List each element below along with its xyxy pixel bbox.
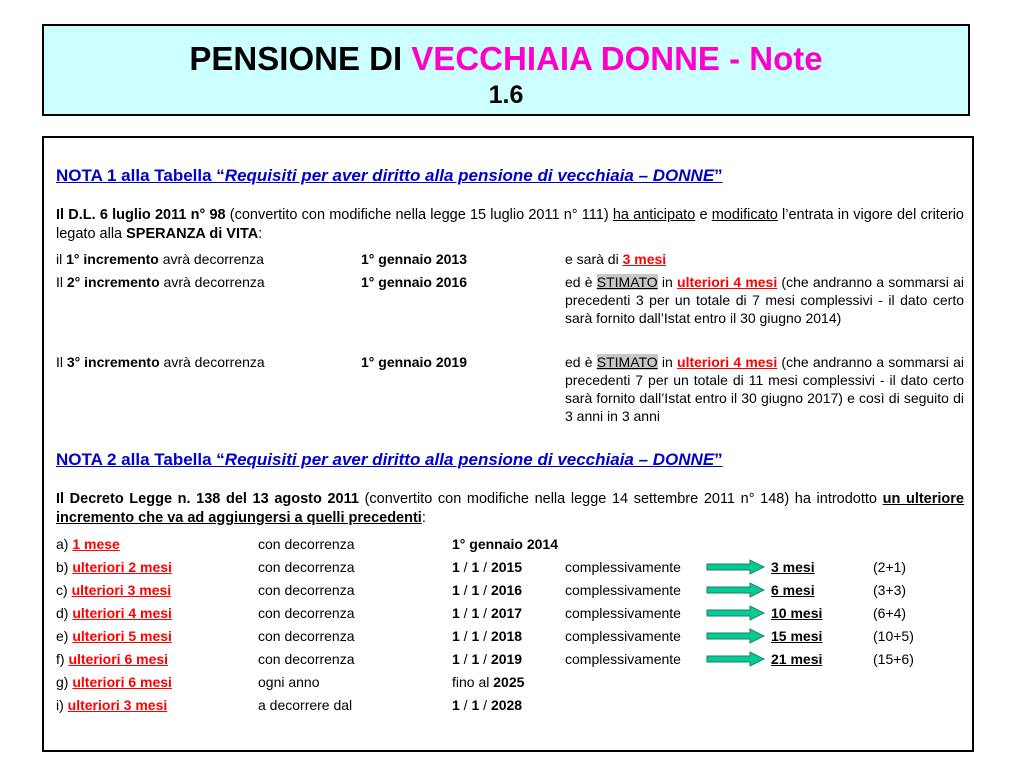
item-date — [452, 558, 522, 576]
item-amount: ulteriori 2 mesi — [72, 559, 172, 575]
desc-pre: ed è — [565, 274, 597, 290]
increment-item — [56, 604, 172, 622]
item-label: ogni anno — [258, 674, 320, 690]
item-fino-year: 2025 — [493, 674, 525, 690]
date-slash: / — [459, 651, 472, 667]
item-sum: (6+4) — [873, 605, 907, 621]
item-date — [452, 696, 522, 714]
item-date — [452, 650, 522, 668]
increment-desc — [565, 353, 964, 425]
title-accent: VECCHIAIA DONNE - Note — [411, 40, 823, 77]
increment-desc — [565, 273, 964, 327]
item-month: 1 — [471, 651, 480, 667]
increment-item — [56, 650, 168, 668]
nota1-intro-u1: ha anticipato — [612, 207, 696, 223]
date-slash: / — [459, 628, 472, 644]
desc-pre: e sarà di — [565, 251, 623, 267]
inc-name: 3° incremento — [66, 354, 160, 370]
increment-label — [56, 273, 265, 291]
item-amount: ulteriori 6 mesi — [72, 674, 172, 690]
nota1-intro-bold: Il D.L. 6 luglio 2011 n° 98 — [56, 207, 226, 223]
nota1-heading — [56, 165, 962, 187]
inc-name: 1° incremento — [66, 251, 159, 267]
item-label: con decorrenza — [258, 628, 355, 644]
item-sum: (15+6) — [873, 651, 914, 667]
nota2-intro-text1: (convertito con modifiche nella legge 14 settembre 2011 n° 148) ha introdotto — [358, 491, 883, 507]
item-amount: ulteriori 3 mesi — [71, 582, 172, 598]
nota1-heading-prefix: NOTA 1 alla Tabella — [56, 166, 217, 185]
date-slash: / — [479, 559, 491, 575]
date-slash: / — [459, 582, 472, 598]
item-date — [452, 627, 522, 645]
item-total: 6 mesi — [771, 582, 815, 598]
item-date-full: 1° gennaio 2014 — [452, 536, 558, 552]
item-label: con decorrenza — [258, 559, 355, 575]
increment-item — [56, 696, 167, 714]
item-compl: complessivamente — [565, 628, 681, 644]
nota2-heading-prefix: NOTA 2 — [56, 450, 122, 469]
date-slash: / — [479, 651, 491, 667]
increment-date: 1° gennaio 2013 — [361, 251, 467, 267]
item-sum: (10+5) — [873, 628, 914, 644]
item-label: con decorrenza — [258, 582, 355, 598]
inc-post: avrà decorrenza — [159, 274, 265, 290]
item-day: 1 — [452, 605, 460, 621]
item-month: 1 — [471, 605, 480, 621]
item-year: 2018 — [490, 628, 523, 644]
nota1-intro-text1: (convertito con modifiche nella legge 15 luglio 2011 n° 111) — [225, 207, 613, 223]
item-amount: ulteriori 3 mesi — [67, 697, 168, 713]
item-label: con decorrenza — [258, 605, 355, 621]
right-arrow-icon — [706, 559, 766, 575]
item-compl: complessivamente — [565, 651, 681, 667]
nota1-heading-italic: Requisiti per aver diritto alla pensione di vecchiaia – DONNE — [224, 166, 715, 185]
item-date — [452, 581, 522, 599]
date-slash: / — [459, 605, 472, 621]
item-year: 2017 — [490, 605, 523, 621]
title-box — [42, 24, 970, 116]
item-letter: c) — [56, 582, 72, 598]
inc-post: avrà decorrenza — [158, 251, 264, 267]
item-letter: f) — [56, 651, 69, 667]
increment-date: 1° gennaio 2016 — [361, 274, 467, 290]
item-date — [452, 535, 558, 553]
item-amount: ulteriori 4 mesi — [72, 605, 172, 621]
desc-stimato: STIMATO — [596, 274, 658, 290]
increment-date: 1° gennaio 2019 — [361, 354, 467, 370]
title-plain: PENSIONE DI — [189, 40, 412, 77]
right-arrow-icon — [706, 605, 766, 621]
page-title — [44, 40, 968, 78]
item-amount: 1 mese — [72, 536, 120, 552]
item-total: 21 mesi — [771, 651, 823, 667]
item-year: 2016 — [490, 582, 523, 598]
increment-item — [56, 581, 171, 599]
nota1-intro — [56, 206, 964, 244]
item-compl: complessivamente — [565, 559, 681, 575]
item-letter: d) — [56, 605, 73, 621]
item-day: 1 — [452, 697, 460, 713]
item-amount: ulteriori 6 mesi — [68, 651, 169, 667]
nota1-intro-u2: modificato — [711, 207, 778, 223]
increment-desc — [565, 250, 964, 268]
nota1-intro-text2: e — [695, 207, 712, 223]
item-year: 2028 — [490, 697, 523, 713]
nota1-intro-bold2: SPERANZA di VITA — [126, 226, 259, 242]
item-date — [452, 673, 524, 691]
item-month: 1 — [471, 628, 480, 644]
nota1-quote-close: ” — [714, 166, 723, 185]
item-day: 1 — [452, 582, 460, 598]
nota2-heading-mid: alla Tabella — [121, 450, 217, 469]
inc-pre: Il — [56, 274, 67, 290]
desc-amount: ulteriori 4 mesi — [677, 354, 778, 370]
desc-stimato: STIMATO — [596, 354, 658, 370]
right-arrow-icon — [706, 651, 766, 667]
item-year: 2015 — [490, 559, 523, 575]
page-subtitle: 1.6 — [488, 81, 524, 109]
item-fino: fino al — [452, 674, 494, 690]
increment-item — [56, 535, 120, 553]
nota2-heading — [56, 449, 962, 471]
item-total: 10 mesi — [771, 605, 823, 621]
item-label: con decorrenza — [258, 536, 355, 552]
right-arrow-icon — [706, 582, 766, 598]
increment-label — [56, 250, 264, 268]
date-slash: / — [479, 582, 491, 598]
item-day: 1 — [452, 628, 460, 644]
desc-amount: ulteriori 4 mesi — [677, 274, 778, 290]
item-letter: b) — [56, 559, 73, 575]
item-month: 1 — [471, 559, 480, 575]
item-sum: (3+3) — [873, 582, 907, 598]
item-month: 1 — [471, 582, 480, 598]
inc-name: 2° incremento — [66, 274, 160, 290]
nota2-quote-open: “ — [216, 450, 225, 469]
item-label: con decorrenza — [258, 651, 355, 667]
date-slash: / — [459, 697, 472, 713]
date-slash: / — [479, 628, 491, 644]
nota1-quote-open: “ — [216, 166, 225, 185]
inc-pre: il — [56, 251, 67, 267]
increment-item — [56, 558, 172, 576]
nota2-intro-bold: Il Decreto Legge n. 138 del 13 agosto 2011 — [56, 491, 359, 507]
content-box — [42, 136, 974, 752]
item-compl: complessivamente — [565, 605, 681, 621]
nota2-intro-bu: un ulteriore incremento che va ad aggiungersi a quelli precedenti — [56, 491, 964, 526]
date-slash: / — [479, 605, 491, 621]
nota2-quote-close: ” — [714, 450, 723, 469]
increment-label — [56, 353, 265, 371]
desc-in: in — [657, 354, 678, 370]
date-slash: / — [459, 559, 472, 575]
item-label: a decorrere dal — [258, 697, 353, 713]
item-day: 1 — [452, 559, 460, 575]
item-letter: g) — [56, 674, 73, 690]
increment-item — [56, 673, 172, 691]
item-sum: (2+1) — [873, 559, 907, 575]
nota2-heading-italic: Requisiti per aver diritto alla pensione di vecchiaia – DONNE — [224, 450, 715, 469]
desc-in: in — [657, 274, 678, 290]
item-date — [452, 604, 522, 622]
item-letter: e) — [56, 628, 73, 644]
desc-post: (che andranno a sommarsi ai precedenti 7 per un totale di 11 mesi complessivi - il dato certo sarà fornito dall’Istat entro il 30 giugno 2017) e così di seguito di 3 anni in 3 anni — [565, 354, 964, 424]
item-letter: a) — [56, 536, 73, 552]
item-amount: ulteriori 5 mesi — [72, 628, 172, 644]
increment-item — [56, 627, 172, 645]
item-compl: complessivamente — [565, 582, 681, 598]
desc-pre: ed è — [565, 354, 597, 370]
desc-amount: 3 mesi — [622, 251, 667, 267]
item-month: 1 — [471, 697, 480, 713]
nota2-intro-text2: : — [421, 510, 426, 526]
item-total: 3 mesi — [771, 559, 815, 575]
date-slash: / — [479, 697, 491, 713]
desc-post: (che andranno a sommarsi ai precedenti 3 per un totale di 7 mesi complessivi - il dato certo sarà fornito dall’Istat entro il 30 giugno 2014) — [565, 274, 964, 326]
right-arrow-icon — [706, 628, 766, 644]
item-day: 1 — [452, 651, 460, 667]
item-year: 2019 — [490, 651, 523, 667]
nota1-intro-text3: l’entrata in vigore del criterio legato alla — [56, 207, 965, 242]
item-letter: i) — [56, 697, 68, 713]
nota1-intro-text4: : — [258, 226, 263, 242]
inc-post: avrà decorrenza — [159, 354, 265, 370]
inc-pre: Il — [56, 354, 67, 370]
nota2-intro — [56, 490, 964, 528]
item-total: 15 mesi — [771, 628, 823, 644]
